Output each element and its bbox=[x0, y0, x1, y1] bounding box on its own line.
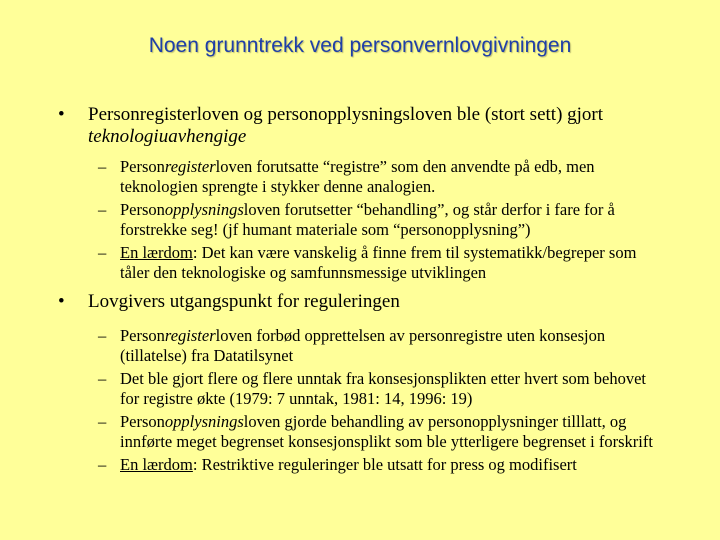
sub-italic: register bbox=[164, 157, 216, 176]
bullet-2-text: Lovgivers utgangspunkt for reguleringen bbox=[88, 291, 400, 312]
bullet-2 bbox=[58, 291, 668, 313]
sub-text: loven gjorde behandling av personopplysninger tilllatt, og innførte meget begrenset konsesjonsplikt som ble ytterligere begrenset i forskrift bbox=[120, 412, 653, 451]
dash-marker: – bbox=[98, 326, 107, 345]
sub-text: Det ble gjort flere og flere unntak fra konsesjonsplikten etter hvert som behovet for registre økte (1979: 7 unntak, 1981: 14, 1996: 19) bbox=[120, 369, 647, 408]
dash-marker: – bbox=[98, 157, 107, 176]
bullet-2-sub-4 bbox=[58, 455, 668, 475]
bullet-marker: • bbox=[58, 291, 65, 312]
sub-prefix: Person bbox=[120, 157, 165, 176]
bullet-1-italic-text: teknologiuavhengige bbox=[88, 126, 247, 147]
sub-text: loven forutsetter “behandling”, og står derfor i fare for å forstrekke seg! (jf humant materiale som “personopplysning”) bbox=[120, 200, 615, 239]
dash-marker: – bbox=[98, 243, 107, 262]
bullet-marker: • bbox=[58, 104, 65, 125]
sub-prefix: Person bbox=[120, 200, 165, 219]
sub-text: loven forbød opprettelsen av personregistre uten konsesjon (tillatelse) fra Datatilsynet bbox=[120, 326, 606, 365]
bullet-1 bbox=[58, 104, 668, 148]
sub-prefix: Person bbox=[120, 412, 165, 431]
sub-italic: opplysnings bbox=[164, 200, 244, 219]
sub-prefix: Person bbox=[120, 326, 165, 345]
bullet-1-sub-3 bbox=[58, 243, 668, 283]
bullet-1-text: Personregisterloven og personopplysningsloven ble (stort sett) gjort bbox=[88, 104, 604, 125]
sub-italic: register bbox=[164, 326, 216, 345]
bullet-1-sub-1 bbox=[58, 157, 668, 197]
dash-marker: – bbox=[98, 200, 107, 219]
sub-text: : Det kan være vanskelig å finne frem til systematikk/begreper som tåler den teknologiske og samfunnsmessige utviklingen bbox=[120, 243, 637, 282]
sub-underlined: En lærdom bbox=[120, 243, 193, 262]
dash-marker: – bbox=[98, 412, 107, 431]
bullet-2-sub-3 bbox=[58, 412, 668, 452]
dash-marker: – bbox=[98, 369, 107, 388]
dash-marker: – bbox=[98, 455, 107, 474]
bullet-1-sub-2 bbox=[58, 200, 668, 240]
sub-underlined: En lærdom bbox=[120, 455, 193, 474]
bullet-2-sub-1 bbox=[58, 326, 668, 366]
slide-content bbox=[58, 104, 668, 475]
sub-italic: opplysnings bbox=[164, 412, 244, 431]
slide-title: Noen grunntrekk ved personvernlovgivningen bbox=[148, 34, 572, 57]
sub-text: loven forutsatte “registre” som den anvendte på edb, men teknologien sprengte i stykker denne analogien. bbox=[120, 157, 595, 196]
sub-text: : Restriktive reguleringer ble utsatt for press og modifisert bbox=[192, 455, 577, 474]
bullet-2-sub-2 bbox=[58, 369, 668, 409]
